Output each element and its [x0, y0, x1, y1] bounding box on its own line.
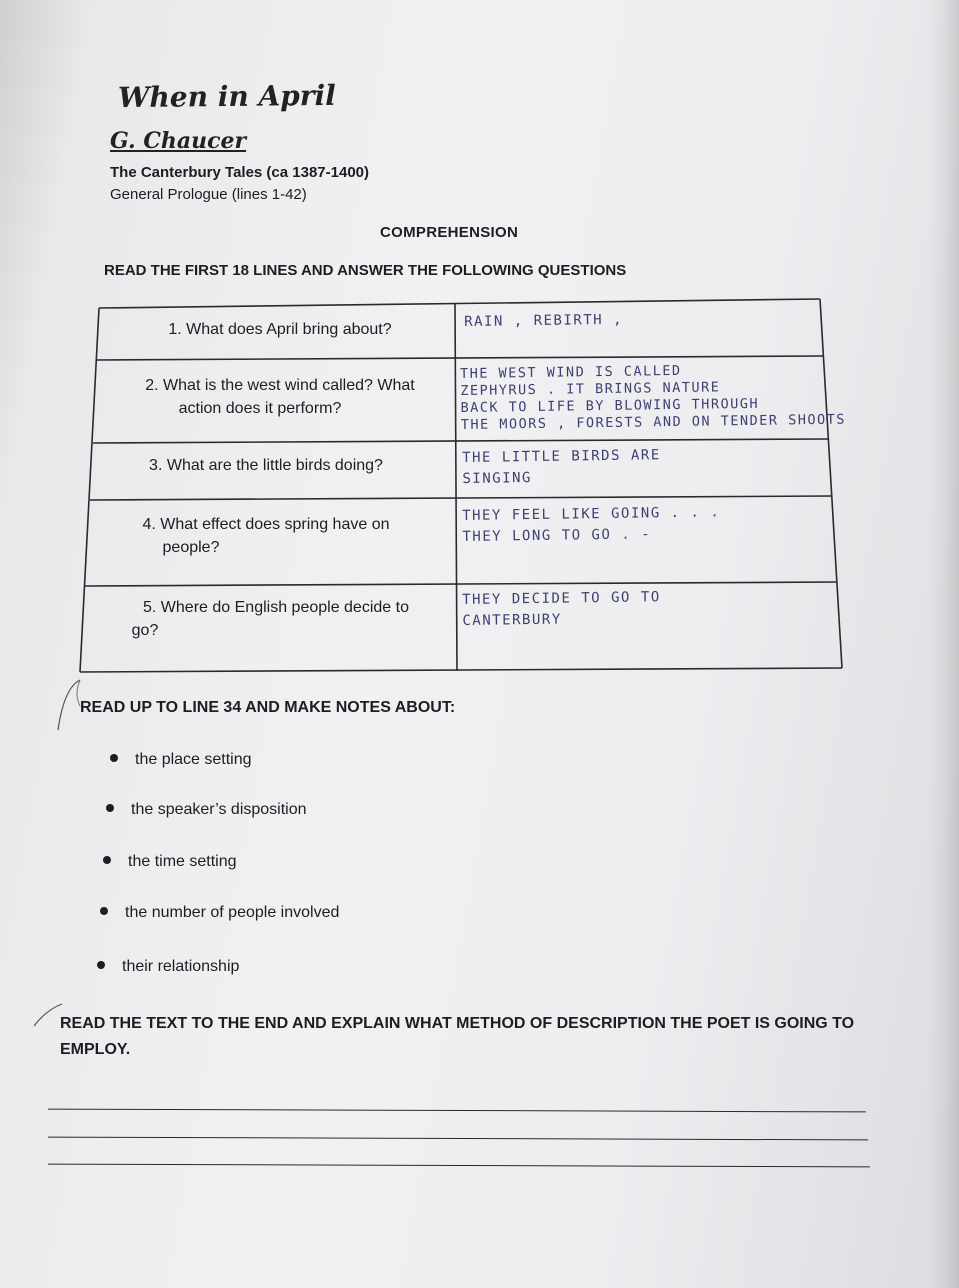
table-row-divider	[93, 439, 828, 443]
answer-line-blank[interactable]	[48, 1137, 868, 1141]
answer-line: BACK TO LIFE BY BLOWING THROUGH	[460, 395, 760, 416]
answer-line: RAIN , REBIRTH ,	[464, 311, 624, 330]
answer-line: THE LITTLE BIRDS ARE	[462, 447, 661, 466]
question-line: go?	[131, 622, 159, 639]
answer-line: THE MOORS , FORESTS AND ON TENDER SHOOTS	[460, 411, 847, 433]
table-row-divider	[96, 356, 823, 360]
answer-line: CANTERBURY	[462, 611, 562, 629]
question-line: action does it perform?	[178, 400, 342, 417]
notes-item	[97, 958, 239, 976]
comprehension-instruction: READ THE FIRST 18 LINES AND ANSWER THE FOLLOWING QUESTIONS	[104, 262, 627, 279]
question-4	[96, 513, 436, 559]
question-3	[96, 454, 436, 477]
question-line: people?	[162, 539, 220, 556]
question-5	[106, 596, 446, 642]
answer-4[interactable]	[462, 502, 721, 548]
bullet-icon	[106, 804, 114, 812]
notes-item	[106, 801, 307, 819]
notes-item-label: the number of people involved	[125, 904, 340, 921]
notes-item-label: the place setting	[135, 751, 252, 768]
poem-author: G. Chaucer	[110, 128, 247, 154]
poem-title: When in April	[117, 78, 336, 115]
question-line: 4. What effect does spring have on	[142, 516, 390, 533]
notes-item	[100, 904, 339, 922]
question-line: 1. What does April bring about?	[168, 321, 392, 338]
answer-1[interactable]	[464, 310, 623, 333]
question-line: 5. Where do English people decide to	[143, 599, 409, 616]
answer-line: ZEPHYRUS . IT BRINGS NATURE	[460, 379, 721, 399]
bullet-icon	[103, 856, 111, 864]
notes-item	[103, 853, 237, 871]
question-line: 3. What are the little birds doing?	[149, 457, 383, 474]
notes-item-label: their relationship	[122, 958, 240, 975]
answer-line-blank[interactable]	[48, 1164, 870, 1168]
answer-line: THEY FEEL LIKE GOING . . .	[462, 504, 721, 524]
question-line: 2. What is the west wind called? What	[145, 377, 415, 394]
table-column-divider	[455, 304, 457, 671]
answer-line: THEY LONG TO GO . -	[462, 526, 652, 545]
work-title: The Canterbury Tales (ca 1387-1400)	[110, 164, 370, 181]
answer-2[interactable]	[460, 361, 846, 434]
description-instruction: READ THE TEXT TO THE END AND EXPLAIN WHAT METHOD OF DESCRIPTION THE POET IS GOING TO EMPLOY.	[60, 1015, 855, 1058]
table-row-divider	[84, 582, 836, 586]
answer-3[interactable]	[462, 445, 661, 490]
answer-line-blank[interactable]	[48, 1109, 866, 1113]
table-border-left	[80, 308, 99, 672]
question-1	[110, 318, 450, 341]
answer-line: THE WEST WIND IS CALLED	[460, 362, 682, 382]
section-label: General Prologue (lines 1-42)	[110, 186, 307, 203]
notes-instruction: READ UP TO LINE 34 AND MAKE NOTES ABOUT:	[80, 699, 456, 716]
notes-item-label: the time setting	[128, 853, 237, 870]
answer-line: SINGING	[462, 470, 533, 487]
notes-item-label: the speaker’s disposition	[131, 801, 307, 818]
notes-item	[110, 751, 252, 769]
question-2	[110, 374, 450, 420]
table-border-right	[820, 299, 842, 668]
bullet-icon	[100, 907, 108, 915]
answer-5[interactable]	[462, 587, 661, 632]
table-border-top	[99, 299, 820, 308]
bullet-icon	[97, 961, 105, 969]
comprehension-heading: COMPREHENSION	[380, 224, 519, 241]
table-row-divider	[90, 496, 831, 500]
bullet-icon	[110, 754, 118, 762]
table-border-bottom	[80, 668, 842, 672]
answer-line: THEY DECIDE TO GO TO	[462, 589, 661, 608]
